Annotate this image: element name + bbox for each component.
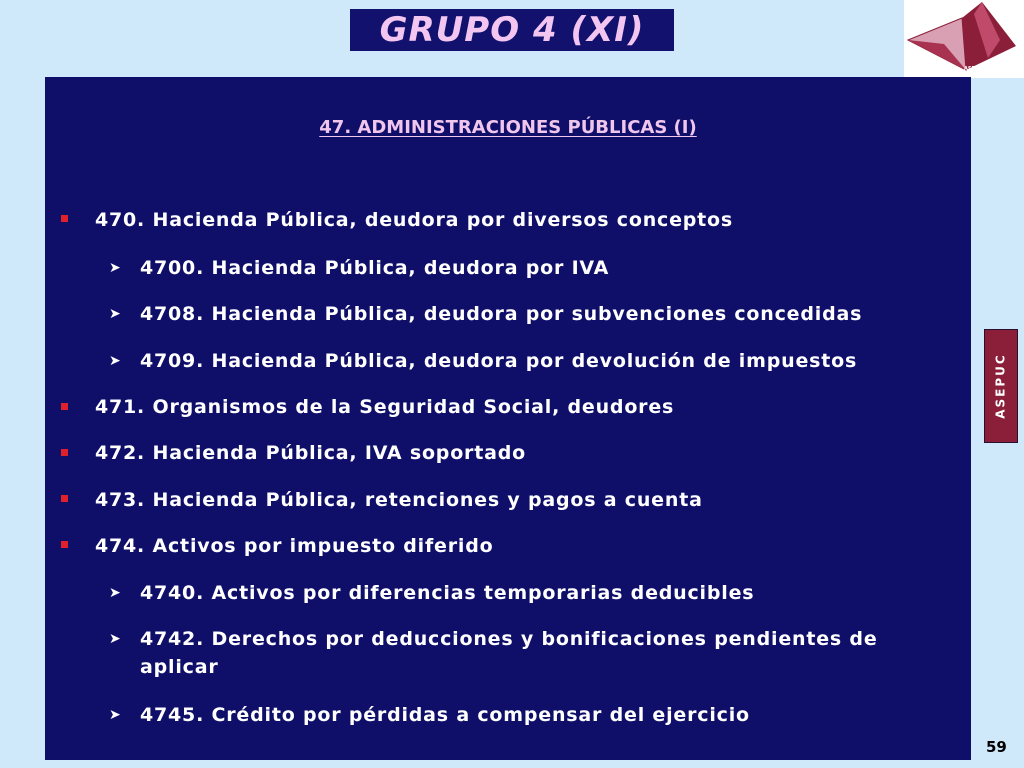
page-number: 59 [986,738,1007,756]
account-item: 474. Activos por impuesto diferido [95,535,494,557]
asepuc-logo [904,0,1024,78]
arrow-bullet-icon: ➤ [109,353,121,369]
account-item: 473. Hacienda Pública, retenciones y pagos a cuenta [95,489,703,511]
slide-title: GRUPO 4 (XI) [350,9,674,51]
subaccount-item: 4740. Activos por diferencias temporarias deducibles [140,582,755,604]
square-bullet-icon [61,495,68,502]
square-bullet-icon [61,449,68,456]
square-bullet-icon [61,541,68,548]
subaccount-item: 4742. Derechos por deducciones y bonificaciones pendientes de aplicar [140,628,878,678]
arrow-bullet-icon: ➤ [109,585,121,601]
logo-text: ASEPUC [964,66,987,72]
square-bullet-icon [61,215,68,222]
arrow-bullet-icon: ➤ [109,306,121,322]
subaccount-item: 4708. Hacienda Pública, deudora por subvenciones concedidas [140,303,863,325]
side-label-text: ASEPUC [994,353,1009,419]
subaccount-item: 4709. Hacienda Pública, deudora por devolución de impuestos [140,350,858,372]
content-panel [45,77,971,760]
subaccount-item: 4745. Crédito por pérdidas a compensar del ejercicio [140,704,750,726]
arrow-bullet-icon: ➤ [109,260,121,276]
arrow-bullet-icon: ➤ [109,631,121,647]
side-label [984,329,1018,443]
account-item: 470. Hacienda Pública, deudora por diversos conceptos [95,209,734,231]
account-item: 471. Organismos de la Seguridad Social, deudores [95,396,675,418]
arrow-bullet-icon: ➤ [109,707,121,723]
square-bullet-icon [61,403,68,410]
account-item: 472. Hacienda Pública, IVA soportado [95,442,526,464]
subaccount-item: 4700. Hacienda Pública, deudora por IVA [140,257,610,279]
logo-icon [904,0,1024,78]
section-heading: 47. ADMINISTRACIONES PÚBLICAS (I) [319,117,697,138]
